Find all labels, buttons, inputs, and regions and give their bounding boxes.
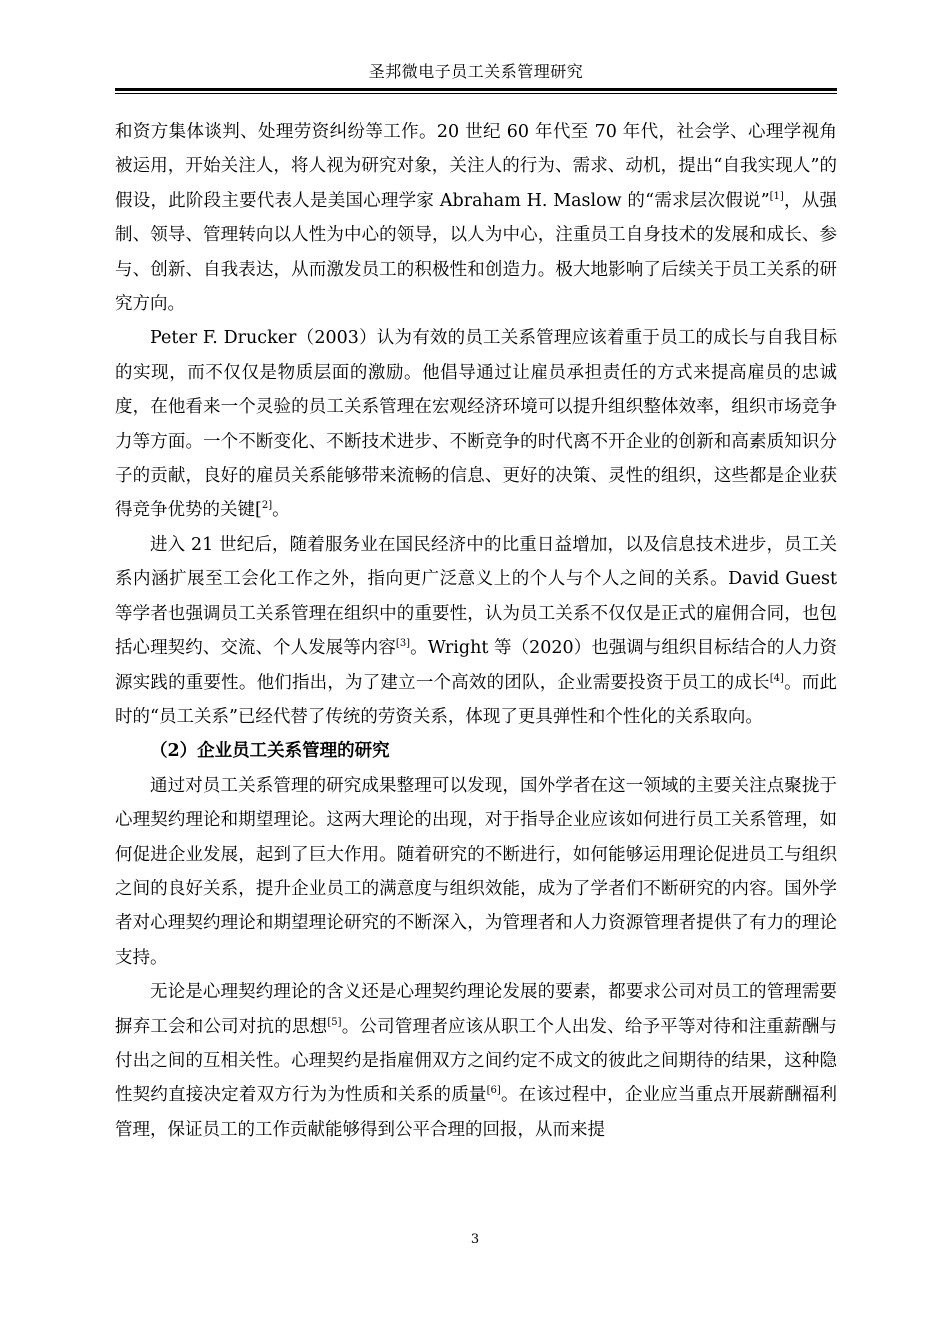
paragraph-4 xyxy=(115,769,837,975)
section-subheading: （2）企业员工关系管理的研究 xyxy=(150,741,390,762)
paragraph-text: 无论是心理契约理论的含义还是心理契约理论发展的要素，都要求公司对员工的管理需要摒弃工会和公司对抗的思想 xyxy=(115,982,837,1037)
page-number: 3 xyxy=(470,1232,480,1247)
paragraph-text: ，从强制、领导、管理转向以人性为中心的领导，以人为中心，注重员工自身技术的发展和成长、参与、创新、自我表达，从而激发员工的积极性和创造力。极大地影响了后续关于员工关系的研究方向。 xyxy=(115,190,837,315)
citation-ref: [5] xyxy=(327,1016,342,1028)
citation-ref: [6] xyxy=(486,1085,501,1097)
paragraph-3 xyxy=(115,528,837,734)
paragraph-2 xyxy=(115,321,837,527)
paragraph-text: 。而此时的“员工关系”已经代替了传统的劳资关系，体现了更具弹性和个性化的关系取向。 xyxy=(115,672,838,727)
paragraph-text: 。公司管理者应该从职工个人出发、给予平等对待和注重薪酬与付出之间的互相关性。心理契约是指雇佣双方之间约定不成文的彼此之间期待的结果，这种隐性契约直接决定着双方行为为性质和关系的质量 xyxy=(115,1016,838,1106)
citation-ref: 2] xyxy=(261,500,273,512)
paragraph-text: 进入 21 世纪后，随着服务业在国民经济中的比重日益增加，以及信息技术进步，员工关系内涵扩展至工会化工作之外，指向更广泛意义上的个人与个人之间的关系。David Guest 等学者也强调员工关系管理在组织中的重要性，认为员工关系不仅仅是正式的雇佣合同，也包括心理契约、交流、个人发展等内容 xyxy=(115,534,837,659)
paragraph-text: 。 xyxy=(272,500,290,521)
paragraph-text: 和资方集体谈判、处理劳资纠纷等工作。20 世纪 60 年代至 70 年代，社会学、心理学视角被运用，开始关注人，将人视为研究对象，关注人的行为、需求、动机，提出“自我实现人”的假设，此阶段主要代表人是美国心理学家 Abraham H. Maslow 的“需求层次假说” xyxy=(115,122,837,211)
citation-ref: [4] xyxy=(769,672,784,684)
header-rule-thin xyxy=(115,93,837,94)
paragraph-text: 。在该过程中，企业应当重点开展薪酬福利管理，保证员工的工作贡献能够得到公平合理的回报，从而来提 xyxy=(115,1085,837,1140)
paragraph-text: 通过对员工关系管理的研究成果整理可以发现，国外学者在这一领域的主要关注点聚拢于心理契约理论和期望理论。这两大理论的出现，对于指导企业应该如何进行员工关系管理，如何促进企业发展，起到了巨大作用。随着研究的不断进行，如何能够运用理论促进员工与组织之间的良好关系，提升企业员工的满意度与组织效能，成为了学者们不断研究的内容。国外学者对心理契约理论和期望理论研究的不断深入，为管理者和人力资源管理者提供了有力的理论支持。 xyxy=(115,775,837,968)
paragraph-text: 。Wright 等（2020）也强调与组织目标结合的人力资源实践的重要性。他们指出，为了建立一个高效的团队，企业需要投资于员工的成长 xyxy=(115,638,837,693)
header-rule-thick xyxy=(115,88,837,91)
paragraph-1 xyxy=(115,115,837,321)
citation-ref: [3] xyxy=(395,638,411,650)
running-header-title: 圣邦微电子员工关系管理研究 xyxy=(368,62,584,81)
paragraph-5 xyxy=(115,975,837,1147)
body-content xyxy=(115,115,837,1147)
citation-ref: [1] xyxy=(769,190,784,202)
paragraph-text: Peter F. Drucker（2003）认为有效的员工关系管理应该着重于员工的成长与自我目标的实现，而不仅仅是物质层面的激励。他倡导通过让雇员承担责任的方式来提高雇员的忠诚度，在他看来一个灵验的员工关系管理在宏观经济环境可以提升组织整体效率，组织市场竞争力等方面。一个不断变化、不断技术进步、不断竞争的时代离不开企业的创新和高素质知识分子的贡献，良好的雇员关系能够带来流畅的信息、更好的决策、灵性的组织，这些都是企业获得竞争优势的关键[ xyxy=(115,328,837,521)
